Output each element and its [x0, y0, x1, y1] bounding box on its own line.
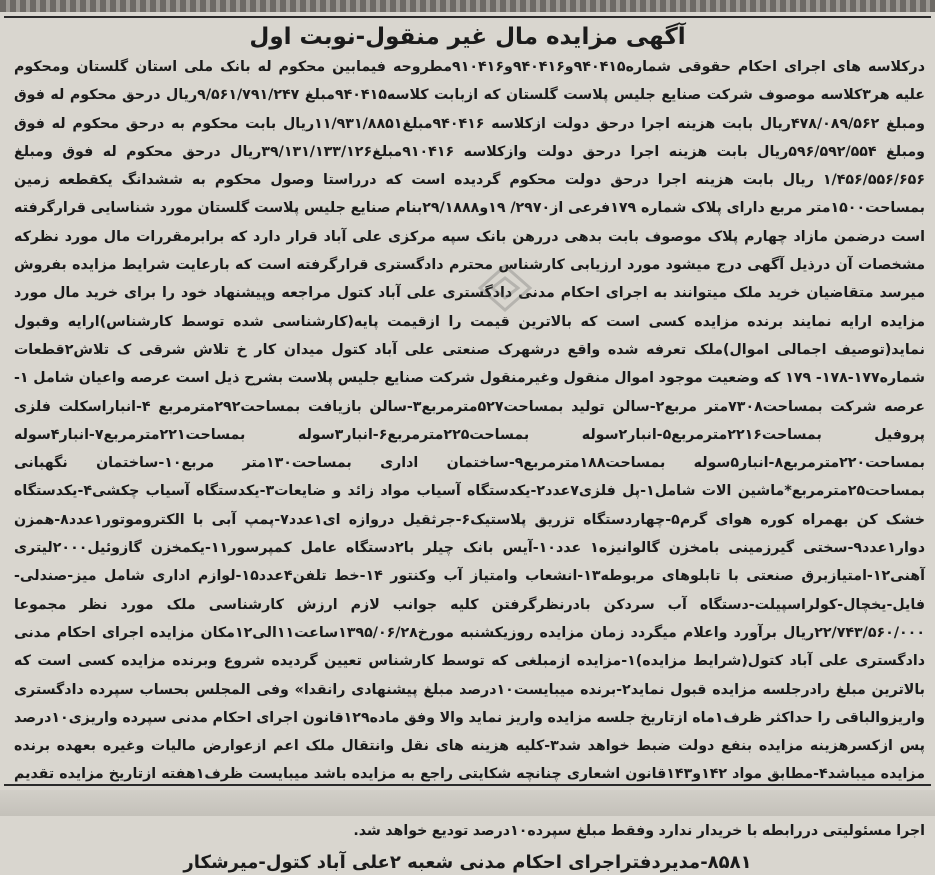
bottom-cropped-strip [0, 790, 935, 816]
notice-signature: ۸۵۸۱-مدیردفتراجرای احکام مدنی شعبه ۲علی آباد کتول-میرشکار [183, 852, 752, 874]
top-border-rule [4, 16, 931, 18]
top-cropped-strip [0, 0, 935, 12]
bottom-border-rule [4, 784, 931, 786]
notice-title: آگهی مزایده مال غیر منقول-نوبت اول [249, 24, 686, 50]
notice-body: درکلاسه های اجرای احکام حقوقی شماره۹۴۰۴۱۵و۹۴۰۴۱۶و۹۱۰۴۱۶مطروحه فیمابین محکوم له بانک ملی استان گلستان ومحکوم علیه هر۳کلاسه موصوف شرکت صنایع جلیس پلاست گلستان که ازبابت کلاسه۹۴۰۴۱۵مبلغ ۹/۵۶۱/۷۹۱/۲۴۷ریال درحق محکوم له فوق ومبلغ ۴۷۸/۰۸۹/۵۶۲ریال بابت هزینه اجرا درحق دولت ازکلاسه ۹۴۰۴۱۶مبلغ۱۱/۹۳۱/۸۸۵۱ریال بابت محکوم به درحق محکوم له فوق ومبلغ ۵۹۶/۵۹۲/۵۵۴ریال بابت هزینه اجرا درحق دولت وازکلاسه ۹۱۰۴۱۶مبلغ۳۹/۱۳۱/۱۳۳/۱۲۶ریال درحق محکوم له فوق ومبلغ ۱/۴۵۶/۵۵۶/۶۵۶ ریال بابت هزینه اجرا درحق دولت محکوم گردیده است که درراستا وصول محکوم به ششدانگ یکقطعه زمین بمساحت۱۵۰۰متر مربع دارای پلاک شماره ۱۷۹فرعی از۲۹۷۰/ ۱۹و۲۹/۱۸۸۸بنام صنایع جلیس پلاست گلستان مورد شناسایی قرارگرفته است درضمن مازاد چهارم پلاک موصوف بابت بدهی دررهن بانک سپه مرکزی علی آباد قرار دارد که برابرمقررات مال مورد نظرکه مشخصات آن درذیل آگهی درج میشود مورد ارزیابی کارشناس محترم دادگستری قرارگرفته است که بارعایت شرایط مزایده بفروش میرسد متقاضیان خرید ملک میتوانند به اجرای احکام مدنی دادگستری علی آباد کتول مراجعه وپیشنهاد خود را برای خرید مال مورد مزایده ارایه نمایند برنده مزایده کسی است که بالاترین قیمت را ازقیمت پایه(کارشناسی شده توسط کارشناس)ارایه وقبول نماید(توصیف اجمالی اموال)ملک تعرفه شده واقع درشهرک صنعتی علی آباد کتول میدان کار خ تلاش شرقی ک تلاش۲قطعات شماره۱۷۷-۱۷۸- ۱۷۹ که وضعیت موجود اموال منقول وغیرمنقول شرکت صنایع جلیس پلاست بشرح ذیل است عرصه واعیان شامل ۱-عرصه شرکت بمساحت۷۳۰۸متر مربع۲-سالن تولید بمساحت۵۲۷مترمربع۳-سالن بازیافت بمساحت۲۹۲مترمربع ۴-انباراسکلت فلزی پروفیل بمساحت۲۲۱۶مترمربع۵-انبار۲سوله بمساحت۲۲۵مترمربع۶-انبار۳سوله بمساحت۲۲۱مترمربع۷-انبار۴سوله بمساحت۲۲۰مترمربع۸-انبار۵سوله بمساحت۱۸۸مترمربع۹-ساختمان اداری بمساحت۱۳۰متر مربع۱۰-ساختمان نگهبانی بمساحت۲۵مترمربع*ماشین الات شامل۱-پل فلزی۷عدد۲-یکدستگاه آسیاب مواد زائد و ضایعات۳-یکدستگاه آسیاب چکشی۴-یکدستگاه خشک کن بهمراه کوره هوای گرم۵-چهاردستگاه تزریق پلاستیک۶-جرثقیل دروازه ای۱عدد۷-پمپ آبی با الکتروموتور۱عدد۸-همزن دوار۱عدد۹-سختی گیرزمینی بامخزن گالوانیزه۱ عدد۱۰-آیس بانک چیلر با۲دستگاه عامل کمپرسور۱۱-یکمخزن گازوئیل۲۰۰۰لیتری آهنی۱۲-امتیازبرق صنعتی با تابلوهای مربوطه۱۳-انشعاب وامتیاز آب وکنتور ۱۴-خط تلفن۴عدد۱۵-لوازم اداری شامل میز-صندلی-فایل-یخچال-کولراسپیلت-دستگاه آب سردکن بادرنظرگرفتن کلیه جوانب لازم ارزش کارشناسی ملک مورد نظر مجموعا ۲۲/۷۴۳/۵۶۰/۰۰۰ریال برآورد واعلام میگردد زمان مزایده روزیکشنبه مورخ۱۳۹۵/۰۶/۲۸ساعت۱۱الی۱۲مکان مزایده اجرای احکام مدنی دادگستری علی آباد کتول(شرایط مزایده)۱-مزایده ازمبلغی که توسط کارشناس تعیین گردیده شروع وبرنده مزایده کسی است که بالاترین مبلغ رادرجلسه مزایده قبول نماید۲-برنده میبایست۱۰درصد مبلغ پیشنهادی رانقدا» وفی المجلس بحساب سپرده دادگستری واریزوالباقی را حداکثر ظرف۱ماه ازتاریخ جلسه مزایده واریز نماید والا وفق ماده۱۲۹قانون اجرای احکام مدنی سپرده واریزی۱۰درصد پس ازکسرهزینه مزایده بنفع دولت ضبط خواهد شد۳-کلیه هزینه های نقل وانتقال ملک اعم ازعوارض مالیات وغیره بعهده برنده مزایده میباشد۴-مطابق مواد ۱۴۲و۱۴۳قانون اشعاری چنانچه شکایتی راجع به مزایده باشد میبایست ظرف۱هفته ازتاریخ مزایده تقدیم اجرا مسئولیتی دررابطه با خریدار ندارد وفقط مبلغ سپرده۱۰درصد تودیع خواهد شد. [14, 59, 926, 840]
auction-notice [4, 22, 931, 874]
